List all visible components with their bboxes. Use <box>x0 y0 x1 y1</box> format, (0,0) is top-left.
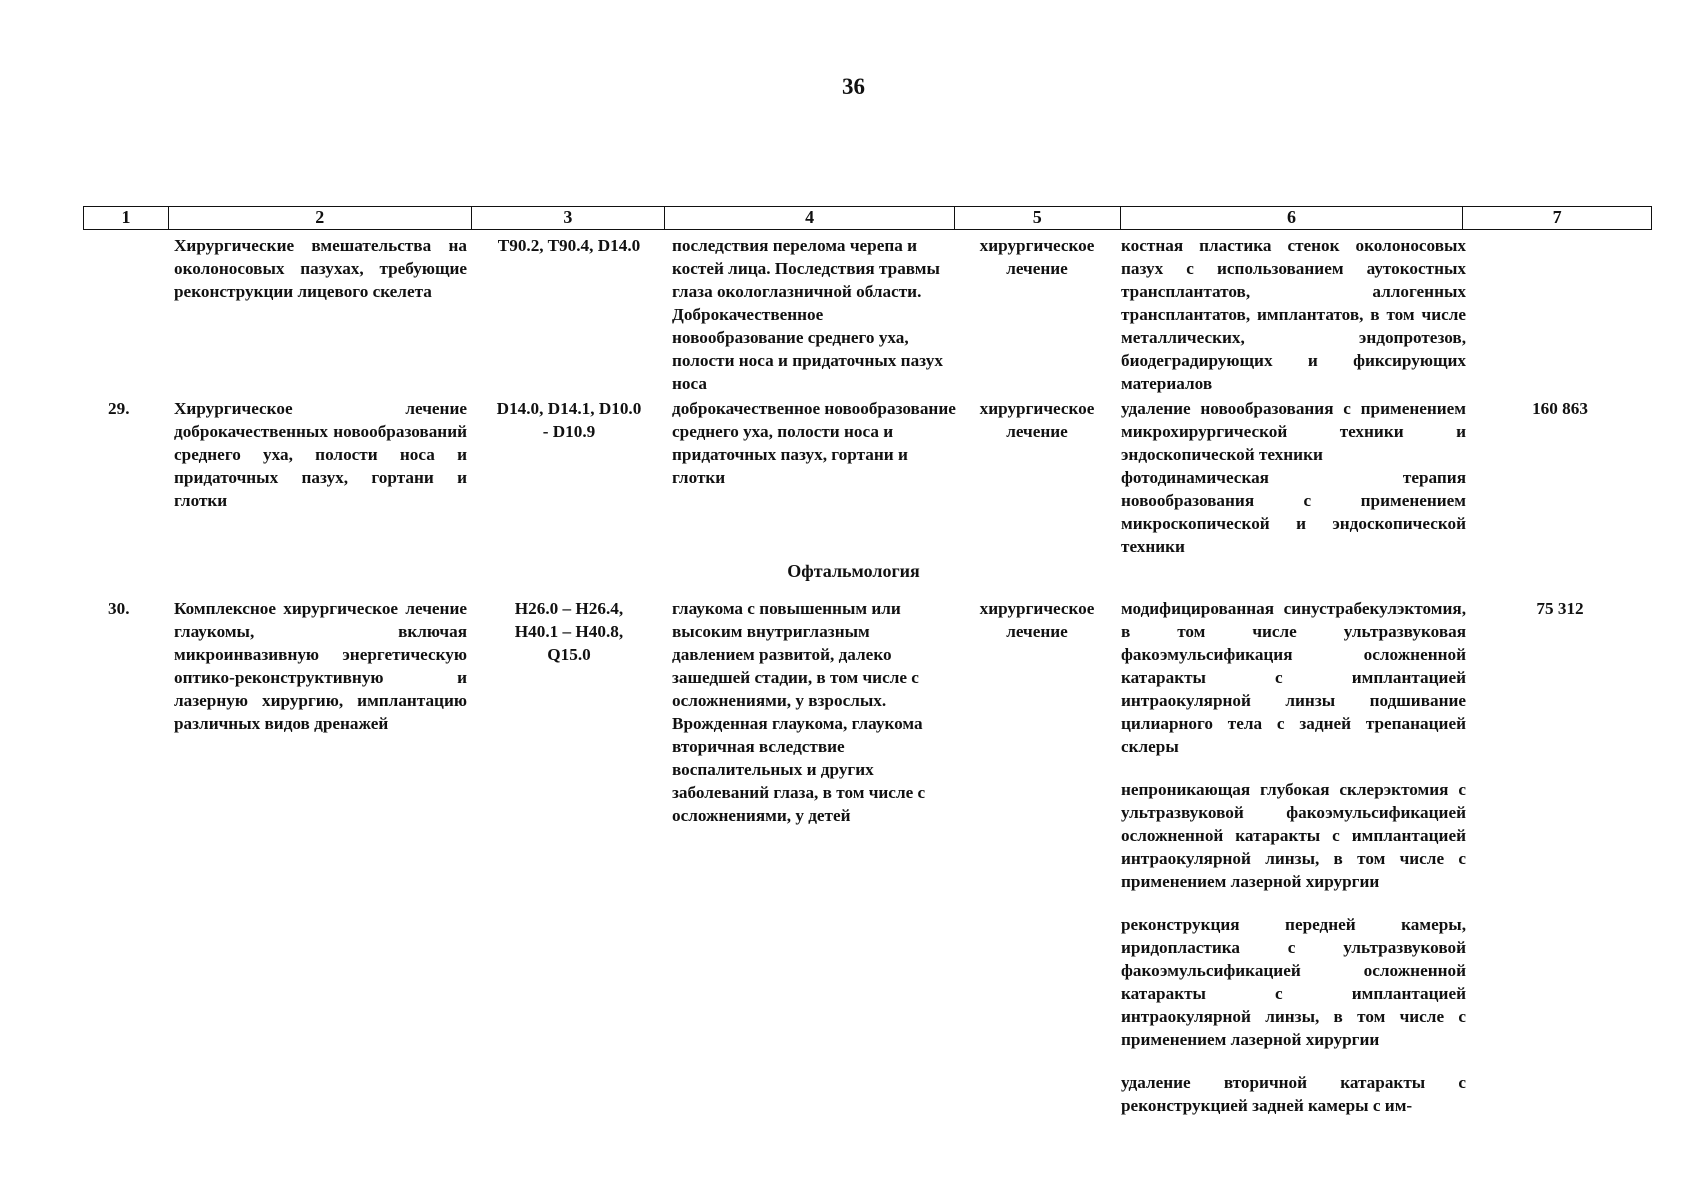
header-col-7: 7 <box>1552 207 1562 227</box>
row-methods <box>1121 397 1466 558</box>
method-item: модифицированная синустрабекулэктомия, в том числе ультразвуковая факоэмульсификация осложненной катаракты с имплантацией интраокулярной линзы подшивание цилиарного тела с задней трепанацией склеры <box>1121 599 1466 756</box>
header-col-6: 6 <box>1121 207 1464 229</box>
method-item: удаление новообразования с применением микрохирургической техники и эндоскопической техники <box>1121 399 1466 464</box>
row-treatment: хирургическое лечение <box>979 399 1095 441</box>
row-treatment: хирургическое лечение <box>979 599 1095 641</box>
row-codes: D14.0, D14.1, D10.0 - D10.9 <box>496 399 642 441</box>
row-name: Хирургическое лечение доброкачественных новообразований среднего уха, полости носа и придаточных пазух, гортани и глотки <box>174 399 467 510</box>
header-col-3: 3 <box>472 207 666 229</box>
row-diagnosis: последствия перелома черепа и костей лица. Последствия травмы глаза окологлазничной области. Доброкачественное новообразование среднего уха, полости носа и придаточных пазух носа <box>672 236 943 393</box>
method-item: удаление вторичной катаракты с реконструкцией задней камеры с им- <box>1121 1073 1466 1115</box>
row-methods <box>1121 597 1466 1117</box>
row-cost: 160 863 <box>1532 399 1588 418</box>
method-item: фотодинамическая терапия новообразования с применением микроскопической и эндоскопической техники <box>1121 468 1466 556</box>
section-title: Офтальмология <box>787 561 920 581</box>
header-col-5: 5 <box>955 207 1121 229</box>
row-name: Хирургические вмешательства на околоносовых пазухах, требующие реконструкции лицевого скелета <box>174 236 467 301</box>
page-number: 36 <box>842 74 865 99</box>
method-item: костная пластика стенок околоносовых пазух с использованием аутокостных трансплантатов, аллогенных трансплантатов, имплантатов, в том числе металлических, эндопротезов, биодеградирующих и фиксирующих материалов <box>1121 236 1466 393</box>
method-item: реконструкция передней камеры, иридопластика с ультразвуковой факоэмульсификацией осложненной катаракты с имплантацией интраокулярной линзы, в том числе с применением лазерной хирургии <box>1121 915 1466 1049</box>
row-diagnosis: глаукома с повышенным или высоким внутриглазным давлением развитой, далеко зашедшей стадии, в том числе с осложнениями, у взрослых. Врожденная глаукома, глаукома вторичная вследствие воспалительных и других заболеваний глаза, в том числе с осложнениями, у детей <box>672 599 926 825</box>
row-methods <box>1121 234 1466 395</box>
header-col-1: 1 <box>84 207 169 229</box>
row-cost: 75 312 <box>1536 599 1584 618</box>
header-col-4: 4 <box>665 207 955 229</box>
table-header-row <box>83 206 1652 230</box>
row-number: 30. <box>108 599 130 618</box>
row-codes: T90.2, T90.4, D14.0 <box>497 236 641 255</box>
row-diagnosis: доброкачественное новообразование среднего уха, полости носа и придаточных пазух, гортани и глотки <box>672 399 956 487</box>
row-treatment: хирургическое лечение <box>979 236 1095 278</box>
row-codes: H26.0 – H26.4, H40.1 – H40.8, Q15.0 <box>514 599 624 664</box>
header-col-2: 2 <box>169 207 472 229</box>
row-name: Комплексное хирургическое лечение глаукомы, включая микроинвазивную энергетическую оптико-реконструктивную и лазерную хирургию, имплантацию различных видов дренажей <box>174 599 467 733</box>
method-item: непроникающая глубокая склерэктомия с ультразвуковой факоэмульсификацией осложненной катаракты с имплантацией интраокулярной линзы, в том числе с применением лазерной хирургии <box>1121 780 1466 891</box>
row-number: 29. <box>108 399 130 418</box>
